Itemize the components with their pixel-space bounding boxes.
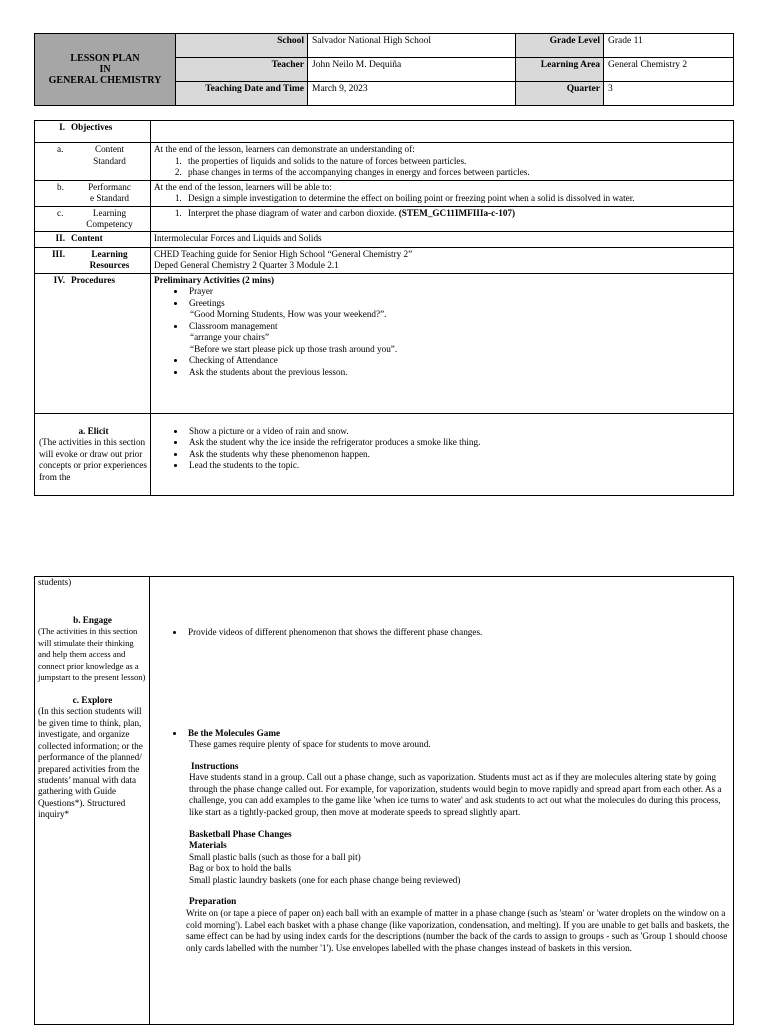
resources-text: [151, 247, 734, 273]
grade-label: Grade Level: [516, 34, 604, 58]
competency-label-2: Competency: [86, 219, 133, 229]
preparation-title: Preparation: [189, 896, 237, 907]
game-desc: These games require plenty of space for students to move around.: [189, 739, 431, 749]
competency-item-text: Interpret the phase diagram of water and carbon dioxide.: [188, 207, 399, 218]
explore-title: c. Explore: [72, 694, 113, 705]
competency-label: [35, 206, 151, 231]
objectives-empty: [151, 121, 734, 143]
prelim-title: Preliminary Activities (2 mins): [154, 274, 275, 285]
title-line-1: LESSON PLAN: [70, 53, 140, 64]
title-line-3: GENERAL CHEMISTRY: [48, 75, 162, 86]
content-std-num: a.: [57, 144, 64, 154]
explore-desc: (In this section students will be given time to think, plan, investigate, and organize collected information; or the performance of the planned/ prepared activities from the students’ manual with data gathering with Guide Questions*). Structured inquiry*: [38, 706, 143, 820]
engage-explore-activities: [150, 577, 734, 1025]
content-standard-label: [35, 143, 151, 181]
competency-code: (STEM_GC11IMFIIIa-c-107): [398, 207, 516, 218]
game-title: • Be the Molecules Game: [185, 728, 730, 740]
elicit-activities: [151, 413, 734, 495]
resources-label-2: Resources: [89, 260, 130, 270]
material-item: Bag or box to hold the balls: [189, 863, 292, 874]
content-std-label-1: Content: [94, 144, 125, 154]
content-std-item: 2. phase changes in terms of the accompanying changes in energy and forces between particles.: [184, 167, 730, 179]
lesson-body-table-page2: [34, 576, 734, 1025]
date-value: March 9, 2023: [308, 82, 516, 106]
content-heading: [35, 231, 151, 247]
procedures-num: IV.: [53, 274, 65, 285]
prelim-item: • Greetings: [186, 298, 730, 310]
content-label: Content: [71, 232, 103, 243]
performance-standard-text: [151, 180, 734, 206]
competency-text: [151, 206, 734, 231]
teacher-value: John Neilo M. Dequiña: [308, 58, 516, 82]
teacher-label: Teacher: [176, 58, 308, 82]
resources-num: III.: [51, 248, 65, 259]
greetings-quote: “Good Morning Students, How was your weekend?”.: [190, 309, 387, 319]
resources-label-1: Learning: [91, 248, 128, 259]
school-label: School: [176, 34, 308, 58]
perf-std-label-1: Performanc: [88, 181, 131, 192]
resources-heading: [35, 247, 151, 273]
material-item: Small plastic laundry baskets (one for each phase change being reviewed): [189, 874, 461, 885]
elicit-title: a. Elicit: [78, 425, 109, 436]
engage-desc: (The activities in this section will stimulate their thinking and help them access and connect prior knowledge as a jumpstart to the present lesson): [38, 626, 146, 683]
perf-std-label-2: e Standard: [89, 193, 130, 203]
lesson-body-table-page1: [34, 120, 734, 496]
prelim-item: • Ask the students about the previous lesson.: [186, 367, 730, 379]
title-line-2: IN: [99, 64, 111, 75]
procedures-label: Procedures: [71, 274, 116, 285]
content-std-intro: At the end of the lesson, learners can demonstrate an understanding of:: [154, 144, 415, 154]
quarter-value: 3: [604, 82, 734, 106]
area-label: Learning Area: [516, 58, 604, 82]
objectives-label: Objectives: [71, 122, 113, 132]
materials-title: Materials: [189, 840, 227, 851]
engage-item: • Provide videos of different phenomenon that shows the different phase changes.: [185, 627, 730, 639]
area-value: General Chemistry 2: [604, 58, 734, 82]
elicit-label: [35, 413, 151, 495]
date-label: Teaching Date and Time: [176, 82, 308, 106]
elicit-desc: (The activities in this section will evoke or draw out prior concepts or prior experiences from the: [39, 437, 147, 482]
lesson-plan-title: [35, 34, 176, 106]
content-std-item: 1. the properties of liquids and solids to the nature of forces between particles.: [184, 156, 730, 168]
resource-line: CHED Teaching guide for Senior High School “General Chemistry 2”: [154, 248, 413, 259]
basketball-title: Basketball Phase Changes: [189, 828, 292, 839]
lesson-header-table: [34, 33, 734, 106]
engage-explore-labels: [35, 577, 150, 1025]
preparation-text: Write on (or tape a piece of paper on) each ball with an example of matter in a phase change (such as 'steam' or 'water droplets on the window on a cold morning'). Label each basket with a phase change (like vaporization, condensation, and melting). If you are unable to get balls and baskets, the same effect can be had by using index cards for the descriptions (number the back of the cards to assign to groups - such as 'Group 1 should choose only cards labelled with the number '1'). Use envelopes labelled with the phase changes instead of baskets in this version.: [186, 907, 730, 953]
classroom-quote: “Before we start please pick up those trash around you”.: [190, 343, 398, 354]
objectives-heading: [35, 121, 151, 143]
perf-std-intro: At the end of the lesson, learners will be able to:: [154, 181, 332, 192]
elicit-item: • Ask the student why the ice inside the refrigerator produces a smoke like thing.: [186, 437, 730, 449]
elicit-item: • Show a picture or a video of rain and snow.: [186, 426, 730, 438]
prelim-item: • Checking of Attendance: [186, 355, 730, 367]
content-standard-text: [151, 143, 734, 181]
school-value: Salvador National High School: [308, 34, 516, 58]
content-std-label-2: Standard: [93, 155, 126, 166]
quarter-label: Quarter: [516, 82, 604, 106]
objectives-num: I.: [59, 122, 65, 132]
prelim-item: • Prayer: [186, 286, 730, 298]
perf-std-item: 1. Design a simple investigation to determine the effect on boiling point or freezing point when a solid is dissolved in water.: [184, 193, 730, 205]
classroom-quote: “arrange your chairs”: [190, 332, 270, 342]
engage-title: b. Engage: [73, 614, 112, 625]
preliminary-activities: [151, 273, 734, 413]
elicit-item: • Ask the students why these phenomenon happen.: [186, 449, 730, 461]
instructions-text: Have students stand in a group. Call out a phase change, such as vaporization. Students must act as if they are molecules altering state by going through the phase change called out. For example, for vaporization, students would begin to move rapidly and spread apart from each other. As a challenge, you can add examples to the game like 'when ice turns to water' and ask students to act out what the molecules do during this process, like start as a tightly-packed group, then move at moderate speeds to spread slightly apart.: [189, 772, 722, 818]
perf-std-num: b.: [57, 181, 64, 192]
instructions-title: Instructions: [191, 760, 239, 771]
material-item: Small plastic balls (such as those for a ball pit): [189, 851, 361, 862]
content-num: II.: [55, 232, 65, 243]
prelim-item: • Classroom management: [186, 321, 730, 333]
grade-value: Grade 11: [604, 34, 734, 58]
elicit-item: • Lead the students to the topic.: [186, 460, 730, 472]
procedures-heading: [35, 273, 151, 413]
resource-line: Deped General Chemistry 2 Quarter 3 Module 2.1: [154, 260, 339, 270]
content-value: Intermolecular Forces and Liquids and Solids: [151, 231, 734, 247]
competency-num: c.: [57, 207, 64, 218]
competency-label-1: Learning: [92, 207, 127, 218]
performance-standard-label: [35, 180, 151, 206]
elicit-desc-cont: students): [38, 577, 72, 587]
